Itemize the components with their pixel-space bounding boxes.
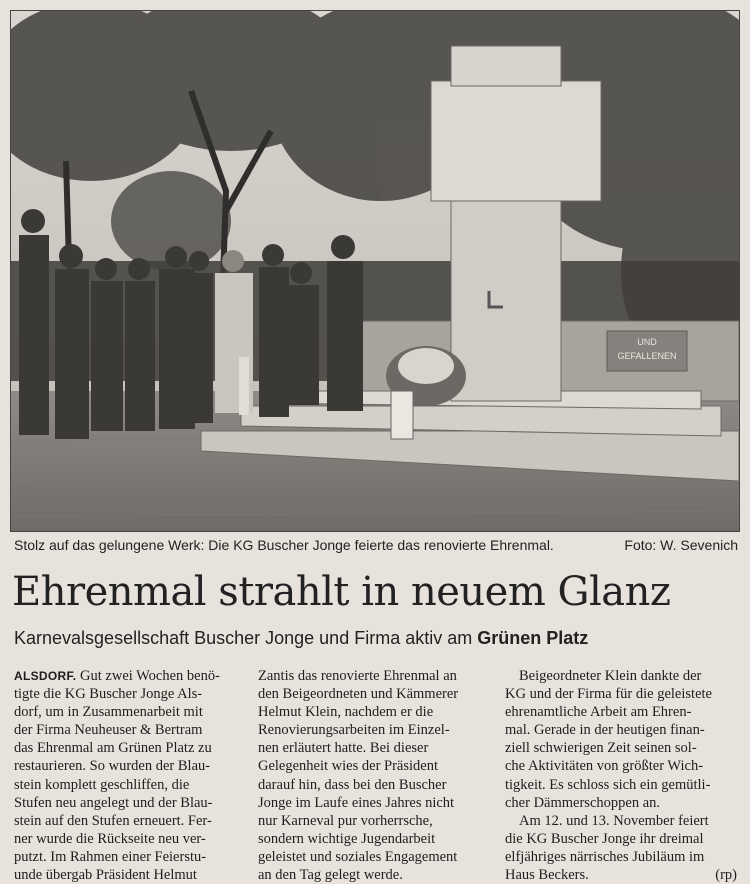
text-line: ehrenamtliche Arbeit am Ehren- — [505, 704, 692, 721]
text-line: Gelegenheit wies der Präsident — [258, 758, 438, 775]
article-column-2 — [258, 667, 490, 884]
author-signature: (rp) — [715, 867, 737, 884]
text-line: che Aktivitäten von größter Wich- — [505, 758, 704, 775]
text-line: das Ehrenmal am Grünen Platz zu — [14, 740, 212, 757]
article-subheadline — [14, 626, 740, 650]
photo-credit: Foto: W. Sevenich — [624, 537, 738, 553]
text-line: an den Tag gelegt werde. — [258, 867, 403, 884]
text-line: Haus Beckers. — [505, 867, 589, 884]
subhead-text: Karnevalsgesellschaft Buscher Jonge und Firma aktiv am — [14, 628, 478, 648]
caption-text: Stolz auf das gelungene Werk: Die KG Buscher Jonge feierte das renovierte Ehrenmal. — [14, 537, 554, 553]
text-line: restaurieren. So wurden der Blau- — [14, 758, 211, 775]
text-line: geleistet und soziales Engagement — [258, 848, 458, 865]
article-column-1 — [14, 667, 246, 884]
text-line: tigte die KG Buscher Jonge Als- — [14, 686, 203, 703]
text-line: elfjähriges närrisches Jubiläum im — [505, 848, 705, 865]
text-line: mal. Gerade in der heutigen finan- — [505, 722, 705, 739]
text-line: Stufen neu angelegt und der Blau- — [14, 794, 213, 811]
text-line: putzt. Im Rahmen einer Feierstu- — [14, 848, 207, 865]
text-line: KG und der Firma für die geleistete — [505, 686, 712, 703]
text-line: Beigeordneter Klein dankte der — [519, 668, 702, 684]
inscription-line-2: GEFALLENEN — [617, 351, 677, 361]
text-line: Renovierungsarbeiten im Einzel- — [258, 722, 450, 739]
text-line: dorf, um in Zusammenarbeit mit — [14, 704, 203, 721]
text-line: Gut zwei Wochen benö- — [76, 668, 220, 684]
text-line: den Beigeordneten und Kämmerer — [258, 686, 459, 703]
photo-caption — [14, 537, 738, 557]
text-line: der Firma Neuheuser & Bertram — [14, 722, 203, 739]
text-line: unde übergab Präsident Helmut — [14, 867, 197, 884]
text-line: nur Karneval pur vorherrsche, — [258, 812, 433, 829]
text-line: stein auf den Stufen erneuert. Fer- — [14, 812, 212, 829]
wall-plaque — [607, 331, 687, 371]
inscription-line-1: UND — [637, 337, 657, 347]
text-line: ner wurde die Rückseite neu ver- — [14, 830, 206, 847]
subhead-bold: Grünen Platz — [477, 628, 589, 648]
dateline: ALSDORF. — [14, 669, 77, 683]
text-line: stein komplett geschliffen, die — [14, 776, 190, 793]
text-line: Helmut Klein, nachdem er die — [258, 704, 434, 721]
text-line: die KG Buscher Jonge ihr dreimal — [505, 830, 704, 847]
text-line: cher Dämmerschoppen an. — [505, 794, 661, 811]
text-line: sondern wichtige Jugendarbeit — [258, 830, 436, 847]
text-line: Jonge im Laufe eines Jahres nicht — [258, 794, 455, 811]
text-line: Zantis das renovierte Ehrenmal an — [258, 668, 457, 684]
news-photo — [10, 10, 740, 532]
article-headline: Ehrenmal strahlt in neuem Glanz — [12, 569, 671, 615]
text-line: tigkeit. Es schloss sich ein gemütli- — [505, 776, 711, 793]
article-column-3 — [505, 667, 737, 884]
text-line: ziell schwierigen Zeit seinen sol- — [505, 740, 697, 757]
text-line: Am 12. und 13. November feiert — [519, 812, 709, 829]
text-line: nen erläutert hatte. Bei dieser — [258, 740, 429, 757]
text-line: darauf hin, dass bei den Buscher — [258, 776, 447, 793]
